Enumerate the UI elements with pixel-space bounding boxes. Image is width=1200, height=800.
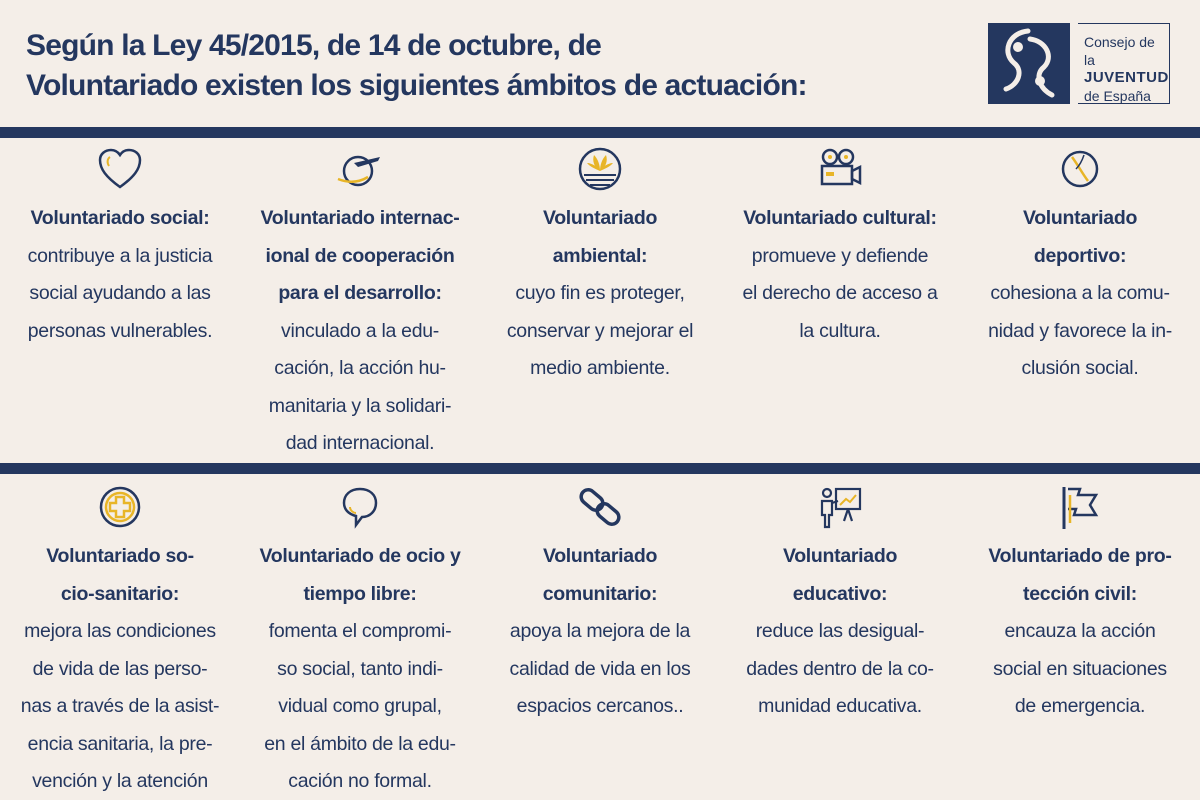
row-2 — [0, 482, 1200, 800]
scope-community — [480, 482, 720, 800]
globe-plane-icon — [332, 144, 388, 194]
scope-environmental — [480, 144, 720, 463]
film-camera-icon — [812, 144, 868, 194]
scope-text: fomenta el compromi- — [268, 620, 452, 642]
scope-title: Voluntariado social: — [30, 207, 210, 229]
scope-text: espacios cercanos.. — [516, 695, 684, 717]
logo-text — [1078, 23, 1170, 104]
scope-title: Voluntariado — [782, 545, 898, 567]
scope-title: Voluntariado internac- — [260, 207, 460, 229]
scope-text: nas a través de la asist- — [20, 695, 220, 717]
scope-international — [240, 144, 480, 463]
logo-line-1: Consejo de la — [1084, 34, 1155, 68]
title-line-2: Voluntariado existen los siguientes ámbitos de actuación: — [26, 69, 807, 102]
scope-text: cación no formal. — [288, 770, 432, 792]
scope-text: social en situaciones — [993, 657, 1167, 680]
scope-text: manitaria y la solidari- — [268, 394, 452, 417]
scope-title: Voluntariado so- — [46, 545, 194, 567]
scope-text: dad internacional. — [285, 432, 435, 454]
scope-text: vidual como grupal, — [278, 695, 442, 717]
scope-title: Voluntariado de pro- — [988, 545, 1172, 567]
scope-text: cación, la acción hu- — [274, 357, 446, 379]
scope-text: apoya la mejora de la — [509, 620, 691, 642]
scope-text: vención y la atención — [32, 770, 208, 792]
logo — [988, 23, 1170, 104]
scope-text: cuyo fin es proteger, — [515, 282, 685, 304]
title-line-1: Según la Ley 45/2015, de 14 de octubre, de — [26, 29, 601, 62]
scope-text: contribuye a la justicia — [27, 244, 213, 267]
scope-social-health — [0, 482, 240, 800]
scope-title: Voluntariado — [542, 207, 658, 229]
scope-text: la cultura. — [799, 319, 881, 342]
scope-title: educativo: — [792, 582, 888, 605]
scope-text: encauza la acción — [1004, 620, 1156, 642]
scope-cultural — [720, 144, 960, 463]
divider-band-top — [0, 127, 1200, 138]
scope-social — [0, 144, 240, 463]
plant-icon — [572, 144, 628, 194]
scope-text: medio ambiente. — [530, 357, 670, 379]
page-title — [26, 26, 926, 106]
logo-line-3: de España — [1084, 88, 1151, 104]
scope-title: comunitario: — [542, 582, 658, 605]
scope-text: de vida de las perso- — [32, 657, 208, 680]
scope-title: ional de cooperación — [265, 244, 455, 267]
scope-text: mejora las condiciones — [24, 620, 216, 642]
scope-leisure — [240, 482, 480, 800]
scope-title: Voluntariado cultural: — [743, 207, 937, 229]
scope-title: ambiental: — [552, 244, 648, 267]
scope-text: cohesiona a la comu- — [990, 282, 1170, 304]
scope-title: Voluntariado — [542, 545, 658, 567]
medical-cross-icon — [92, 482, 148, 532]
scope-text: clusión social. — [1021, 357, 1139, 379]
scope-text: dades dentro de la co- — [746, 657, 934, 680]
divider-band-middle — [0, 463, 1200, 474]
scope-text: conservar y mejorar el — [506, 319, 694, 342]
scope-title: tección civil: — [1023, 582, 1137, 605]
scope-text: encia sanitaria, la pre- — [27, 732, 213, 755]
scope-text: personas vulnerables. — [27, 319, 213, 342]
scope-text: so social, tanto indi- — [277, 657, 443, 680]
scope-title: Voluntariado — [1022, 207, 1138, 229]
heart-icon — [92, 144, 148, 194]
scope-text: de emergencia. — [1014, 695, 1146, 717]
scope-title: deportivo: — [1033, 244, 1127, 267]
scope-sports — [960, 144, 1200, 463]
scope-title: para el desarrollo: — [278, 282, 442, 304]
scope-title: Voluntariado de ocio y — [259, 545, 461, 567]
scope-text: vinculado a la edu- — [281, 319, 439, 342]
scope-text: el derecho de acceso a — [742, 282, 938, 304]
logo-line-2: JUVENTUD — [1084, 69, 1169, 86]
scope-title: tiempo libre: — [303, 582, 417, 605]
ball-icon — [1052, 144, 1108, 194]
speech-bubble-icon — [332, 482, 388, 532]
row-1 — [0, 144, 1200, 463]
flag-icon — [1052, 482, 1108, 532]
chain-link-icon — [572, 482, 628, 532]
scope-text: munidad educativa. — [758, 695, 922, 717]
scope-text: nidad y favorece la in- — [988, 319, 1172, 342]
scope-text: promueve y defiende — [751, 244, 929, 267]
scope-title: cio-sanitario: — [60, 582, 180, 605]
teacher-board-icon — [812, 482, 868, 532]
scope-text: en el ámbito de la edu- — [264, 732, 456, 755]
scope-educational — [720, 482, 960, 800]
scope-civil-protection — [960, 482, 1200, 800]
logo-mark-icon — [988, 23, 1070, 104]
scope-text: social ayudando a las — [29, 282, 211, 304]
scope-text: reduce las desigual- — [755, 620, 925, 642]
scope-text: calidad de vida en los — [509, 657, 691, 680]
